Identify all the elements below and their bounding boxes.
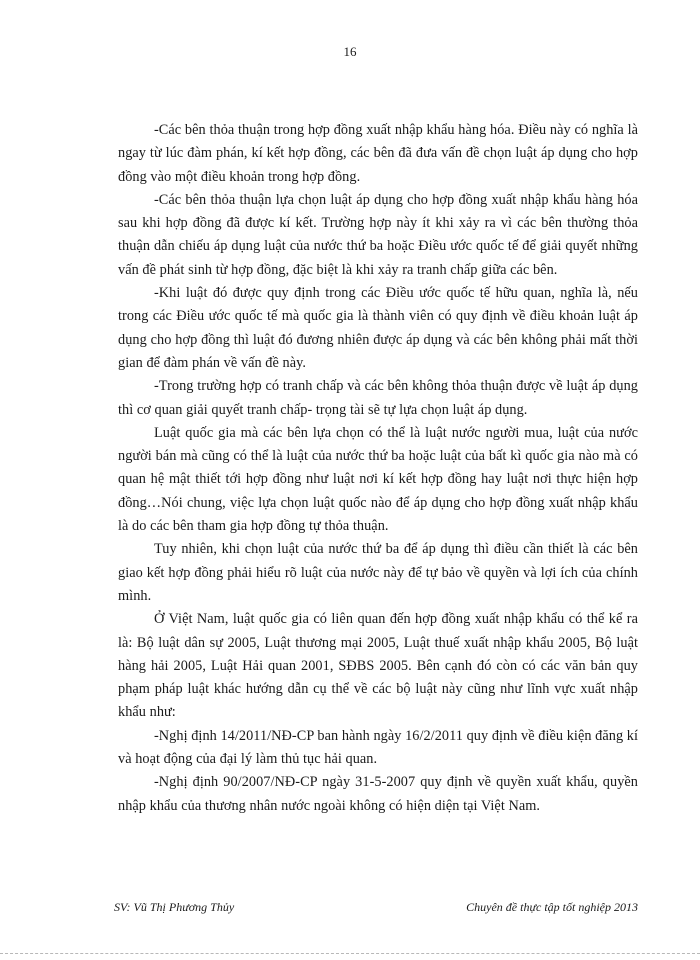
footer-title: Chuyên đề thực tập tốt nghiệp 2013 (466, 900, 638, 914)
page-footer (114, 900, 638, 915)
paragraph-dispute-resolution: -Trong trường hợp có tranh chấp và các bên không thỏa thuận được về luật áp dụng thì cơ quan giải quyết tranh chấp- trọng tài sẽ tự lựa chọn luật áp dụng. (118, 378, 638, 418)
paragraph-decree-14-2011: -Nghị định 14/2011/NĐ-CP ban hành ngày 16/2/2011 quy định về điều kiện đăng kí và hoạt động của đại lý làm thủ tục hải quan. (118, 727, 638, 768)
page-bottom-divider (0, 953, 700, 954)
paragraph-national-law-choice: Luật quốc gia mà các bên lựa chọn có thể là luật nước người mua, luật của nước người bán mà cũng có thể là luật của nước thứ ba hoặc luật của bất kì quốc gia nào mà có quan hệ mật thiết tới hợp đồng như luật nơi kí kết hợp đồng hay luật nơi thực hiện hợp đồng…Nói chung, việc lựa chọn luật quốc nào để áp dụng cho hợp đồng xuất nhập khẩu là do các bên tham gia hợp đồng tự thỏa thuận. (118, 424, 638, 535)
footer-author: SV: Vũ Thị Phương Thủy (114, 900, 235, 914)
paragraph-agreement-in-contract: -Các bên thỏa thuận trong hợp đồng xuất nhập khẩu hàng hóa. Điều này có nghĩa là ngay từ lúc đàm phán, kí kết hợp đồng, các bên đã đưa vấn đề chọn luật áp dụng cho hợp đồng vào một điều khoản trong hợp đồng. (118, 122, 638, 185)
paragraph-decree-90-2007: -Nghị định 90/2007/NĐ-CP ngày 31-5-2007 quy định về quyền xuất khẩu, quyền nhập khẩu của thương nhân nước ngoài không có hiện diện tại Việt Nam. (118, 774, 638, 814)
document-body (118, 119, 638, 818)
page-number: 16 (343, 44, 357, 59)
paragraph-third-country-law: Tuy nhiên, khi chọn luật của nước thứ ba để áp dụng thì điều cần thiết là các bên giao kết hợp đồng phải hiểu rõ luật của nước này để tự bảo về quyền và lợi ích của chính mình. (118, 541, 638, 604)
paragraph-vietnam-laws: Ở Việt Nam, luật quốc gia có liên quan đến hợp đồng xuất nhập khẩu có thể kể ra là: Bộ luật dân sự 2005, Luật thương mại 2005, Luật thuế xuất nhập khẩu 2005, Bộ luật hàng hải 2005, Luật Hải quan 2001, SĐBS 2005. Bên cạnh đó còn có các văn bản quy phạm pháp luật khác hướng dẫn cụ thể về các bộ luật này cũng như lĩnh vực xuất nhập khẩu như: (118, 611, 638, 721)
paragraph-international-treaties: -Khi luật đó được quy định trong các Điều ước quốc tế hữu quan, nghĩa là, nếu trong các Điều ước quốc tế mà quốc gia là thành viên có quy định về điều khoản luật áp dụng cho hợp đồng thì luật đó đương nhiên được áp dụng và các bên không phải mất thời gian để đàm phán về vấn đề này. (118, 285, 638, 371)
paragraph-agreement-after-signing: -Các bên thỏa thuận lựa chọn luật áp dụng cho hợp đồng xuất nhập khẩu hàng hóa sau khi hợp đồng đã được kí kết. Trường hợp này ít khi xảy ra vì các bên thường thỏa thuận dẫn chiếu áp dụng luật của nước thứ ba hoặc Điều ước quốc tế để giải quyết những vấn đề phát sinh từ hợp đồng, đặc biệt là khi xảy ra tranh chấp giữa các bên. (118, 191, 638, 278)
